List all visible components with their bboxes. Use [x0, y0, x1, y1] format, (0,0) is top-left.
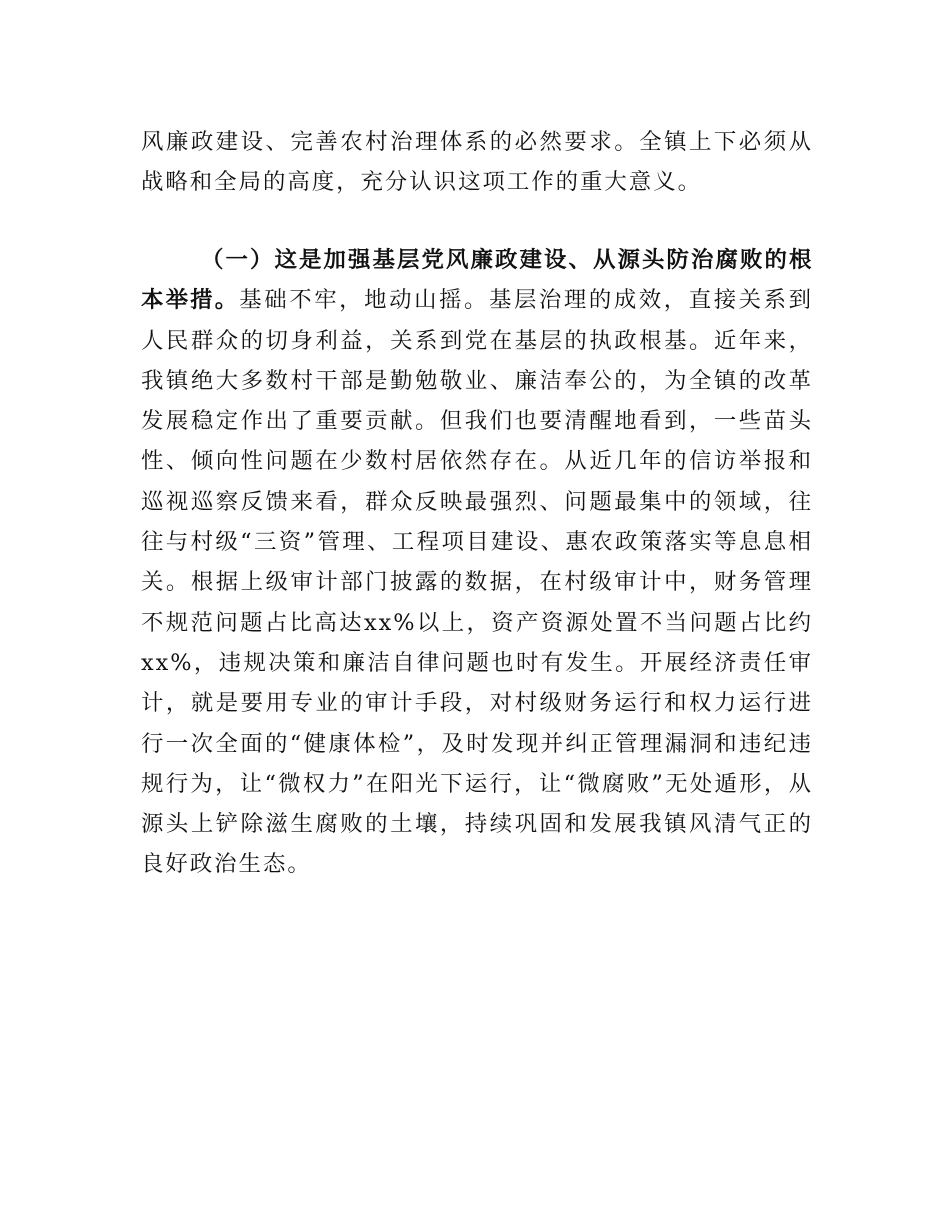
section-heading: （一）这是加强基层党风廉政建设、从源头防治腐败的根本举措。: [141, 247, 813, 314]
paragraph-continuation: 风廉政建设、完善农村治理体系的必然要求。全镇上下必须从战略和全局的高度，充分认识这项工作的重大意义。: [141, 129, 813, 196]
paragraph-section-one: [141, 240, 813, 885]
section-body: 基础不牢，地动山摇。基层治理的成效，直接关系到人民群众的切身利益，关系到党在基层的执政根基。近年来，我镇绝大多数村干部是勤勉敬业、廉洁奉公的，为全镇的改革发展稳定作出了重要贡献。但我们也要清醒地看到，一些苗头性、倾向性问题在少数村居依然存在。从近几年的信访举报和巡视巡察反馈来看，群众反映最强烈、问题最集中的领域，往往与村级“三资”管理、工程项目建设、惠农政策落实等息息相关。根据上级审计部门披露的数据，在村级审计中，财务管理不规范问题占比高达xx%以上，资产资源处置不当问题占比约xx%，违规决策和廉洁自律问题也时有发生。开展经济责任审计，就是要用专业的审计手段，对村级财务运行和权力运行进行一次全面的“健康体检”，及时发现并纠正管理漏洞和违纪违规行为，让“微权力”在阳光下运行，让“微腐败”无处遁形，从源头上铲除滋生腐败的土壤，持续巩固和发展我镇风清气正的良好政治生态。: [141, 287, 813, 878]
